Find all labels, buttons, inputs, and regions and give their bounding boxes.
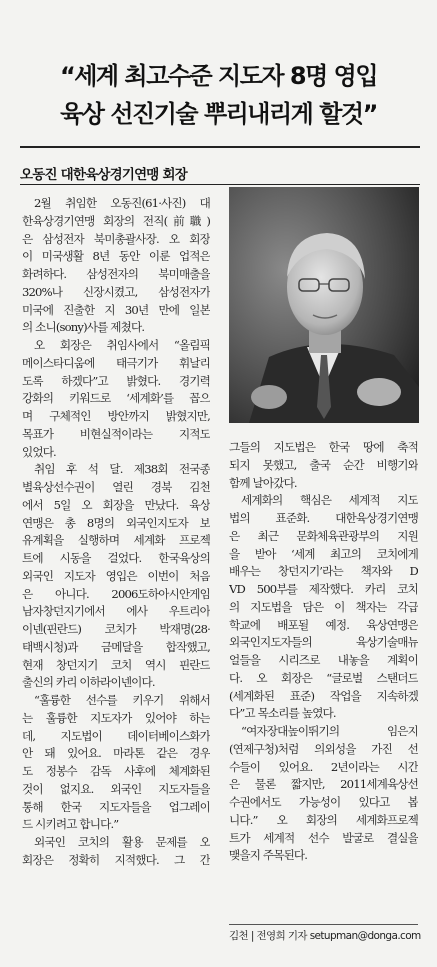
text-line: 출신의 카리 이하라이넨이다. xyxy=(22,675,155,690)
headline-line-1: “세계 최고수준 지도자 8명 영입 xyxy=(59,62,378,90)
text-line: 트가 세계적 선수 발굴로 결실을 xyxy=(229,830,418,845)
text-line: 는 훌륭한 지도자가 있어야 하는 xyxy=(22,710,210,725)
text-line: 은 최근 문화체육관광부의 지원 xyxy=(229,528,418,543)
text-line: 2월 취임한 오동진(61·사진) 대 xyxy=(34,196,210,210)
text-line: 법의 표준화. 대한육상경기연맹 xyxy=(229,511,418,525)
text-line: 니다.” 오 회장의 세계화프로젝 xyxy=(229,812,418,827)
text-line: 메이스타디움에 태극기가 휘날리 xyxy=(22,355,210,370)
text-line: 320%나 신장시켰고, 삼성전자가 xyxy=(22,284,210,299)
headline-rule xyxy=(20,146,420,148)
subhead-rule xyxy=(20,184,420,185)
text-line: 데, 지도법이 데이터베이스화가 xyxy=(22,728,210,743)
text-line: 의 지도법을 담은 이 책자는 각급 xyxy=(229,599,418,614)
text-line: 유계획을 실행하며 세계화 프로젝 xyxy=(22,533,210,548)
text-line: 화려하다. 삼성전자의 북미매출을 xyxy=(22,267,210,281)
text-line: 도록 하겠다”고 밝혔다. 경기력 xyxy=(22,373,210,388)
text-line: 트에 시동을 걸었다. 한국육상의 xyxy=(22,551,210,565)
text-line: 취임 후 석 달. 제38회 전국종 xyxy=(34,462,210,477)
article-subhead: 오동진 대한육상경기연맹 회장 xyxy=(20,167,187,183)
text-line: 맺을지 주목된다. xyxy=(229,848,308,863)
text-line: 의 소니(sony)사를 제쳤다. xyxy=(22,320,145,335)
text-line: 목표가 비현실적이라는 지적도 xyxy=(22,426,210,441)
text-line: 되지 못했고, 출국 순간 비행기와 xyxy=(229,457,418,472)
text-line: 도 정봉수 감독 사후에 체계화된 xyxy=(22,764,210,778)
text-line: 함께 날아갔다. xyxy=(229,475,297,490)
text-line: 별육상선수권이 열린 경북 김천 xyxy=(22,480,210,494)
text-line: 다. 오 회장은 “글로벌 스탠더드 xyxy=(229,670,418,685)
text-line: 세계화의 핵심은 세계적 지도 xyxy=(241,493,418,508)
text-line: 배우는 창던지기’라는 책자와 D xyxy=(229,564,418,579)
text-line: 현재 창던지기 코치 역시 핀란드 xyxy=(22,657,210,672)
text-line: 며 구체적인 방안까지 밝혔지만, xyxy=(22,409,210,423)
text-line: 이넨(핀란드) 코치가 박재명(28· xyxy=(22,622,210,636)
text-line: 은 아니다. 2006도하아시안게임 xyxy=(22,586,210,601)
text-line: “훌륭한 선수를 키우기 위해서 xyxy=(34,693,210,707)
text-line: 오 회장은 취임사에서 “올림픽 xyxy=(34,338,210,352)
text-line: 외국인 지도자 영입은 이번이 처음 xyxy=(22,568,210,583)
text-line: 것이 없지요. 외국인 지도자들을 xyxy=(22,781,210,796)
text-line: 다”고 목소리를 높였다. xyxy=(229,706,336,721)
text-line: 이 미국생활 8년 동안 이룬 업적은 xyxy=(22,249,210,264)
text-line: 외국인 코치의 활용 문제를 오 xyxy=(34,835,210,849)
text-line: 은 물론 짧지만, 2011세계육상선 xyxy=(229,777,418,792)
article-column-left xyxy=(22,195,210,870)
portrait-photo xyxy=(229,187,419,423)
text-line: 연맹은 총 8명의 외국인지도자 보 xyxy=(22,515,210,530)
text-line: 회장은 정확히 지적했다. 그 간 xyxy=(22,852,210,867)
text-line: 수들이 있어요. 2년이라는 시간 xyxy=(229,759,418,774)
text-line: 을 받아 ‘세계 최고의 코치에게 xyxy=(229,546,418,561)
text-line: 그들의 지도법은 한국 땅에 축적 xyxy=(229,440,418,454)
text-line: 수권에서도 가능성이 있다고 봅 xyxy=(229,795,418,809)
text-line: 은 삼성전자 북미총괄사장. 오 회장 xyxy=(22,231,210,246)
byline: 김천 | 전영희 기자 setupman@donga.com xyxy=(229,924,418,943)
text-line: 남자창던지기에서 에사 우트리아 xyxy=(22,604,210,619)
text-line: 외국인지도자들의 육상기술매뉴 xyxy=(229,635,418,650)
text-line: 한육상경기연맹 회장의 전직(前職) xyxy=(22,213,210,228)
text-line: 미국에 진출한 지 30년 만에 일본 xyxy=(22,302,210,317)
text-line: 드 시키려고 합니다.” xyxy=(22,817,119,832)
text-line: 통해 한국 지도자들을 업그레이 xyxy=(22,799,210,814)
text-line: 태백시청)과 금메달을 합작했고, xyxy=(22,639,210,654)
article-column-right xyxy=(229,439,418,865)
text-line: (연제구청)처럼 의외성을 가진 선 xyxy=(229,741,418,756)
text-line: VD 500부를 제작했다. 카리 코치 xyxy=(229,582,418,596)
text-line: 에서 5일 오 회장을 만났다. 육상 xyxy=(22,497,210,512)
text-line: “여자장대높이뛰기의 임은지 xyxy=(241,724,418,738)
text-line: (세계화된 표준) 작업을 지속하겠 xyxy=(229,688,418,703)
headline-line-2: 육상 선진기술 뿌리내리게 할것” xyxy=(60,100,377,128)
text-line: 있었다. xyxy=(22,444,56,459)
text-line: 강화의 키워드로 ‘세계화’를 꼽으 xyxy=(22,391,210,406)
text-line: 학교에 배포될 예정. 육상연맹은 xyxy=(229,617,418,632)
text-line: 얼들을 시리즈로 내놓을 계획이 xyxy=(229,653,418,667)
text-line: 안 돼 있어요. 마라톤 같은 경우 xyxy=(22,746,210,761)
portrait-illustration xyxy=(229,187,419,423)
